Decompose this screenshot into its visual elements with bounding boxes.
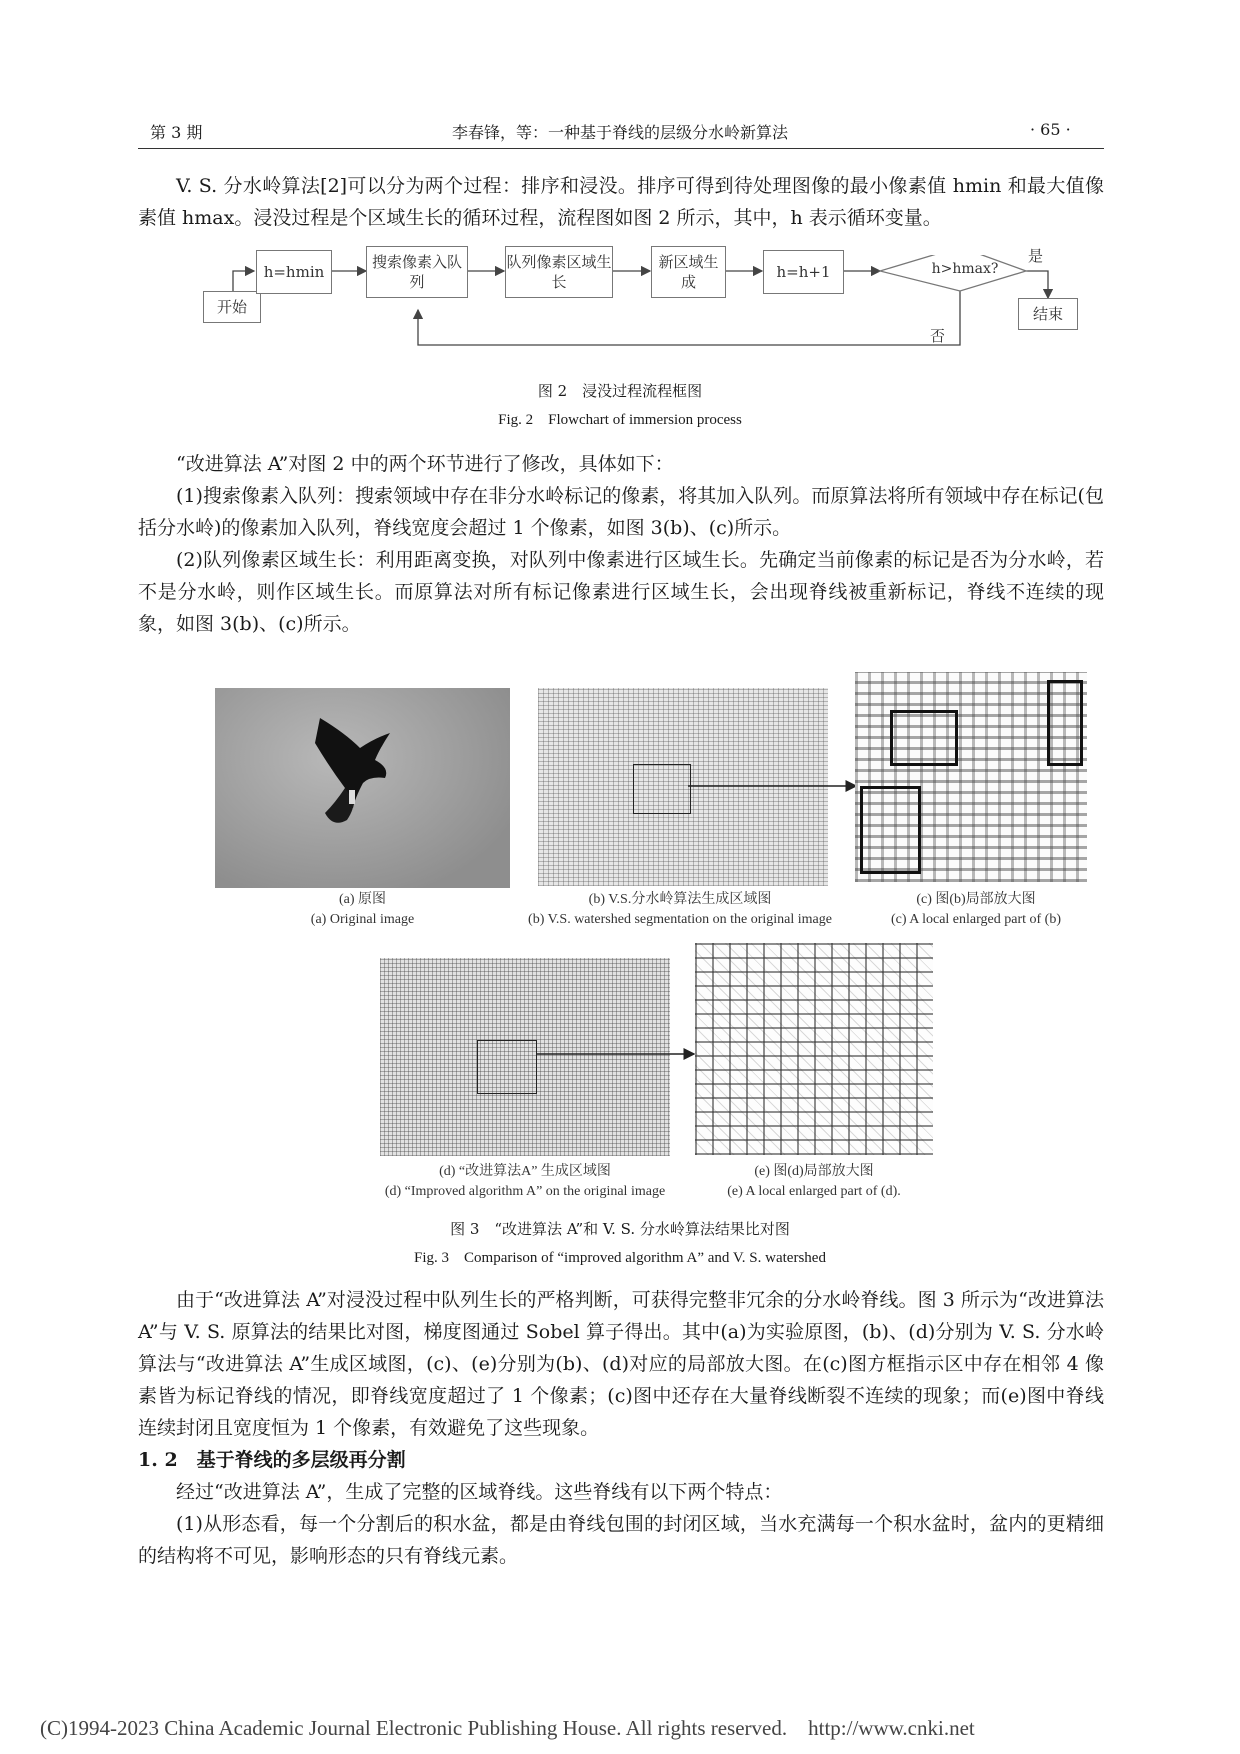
flow-search-queue: 搜索像素入队列	[366, 246, 468, 298]
fig3c-label-zh: (c) 图(b)局部放大图	[916, 892, 1036, 907]
fig3e-enlarged-image	[695, 943, 933, 1155]
fig3d-label-en: (d) “Improved algorithm A” on the original image	[384, 1184, 666, 1199]
flowchart-figure	[0, 247, 1240, 375]
fig3c-highlight-box	[860, 786, 921, 874]
fig3e-label-zh: (e) 图(d)局部放大图	[754, 1164, 874, 1179]
page-number: · 65 ·	[1030, 120, 1071, 139]
flow-region-growth: 队列像素区域生长	[505, 246, 613, 298]
fig3b-label-en: (b) V.S. watershed segmentation on the original image	[528, 912, 832, 927]
section-heading: 1. 2 基于脊线的多层级再分割	[138, 1449, 406, 1471]
flow-no-label: 否	[930, 327, 946, 345]
journal-issue: 第 3 期	[150, 123, 203, 142]
fig3d-zoom-box	[477, 1040, 537, 1094]
fig3c-enlarged-image	[855, 672, 1087, 882]
header-rule	[138, 148, 1104, 149]
flow-increment: h=h+1	[763, 250, 844, 294]
body-paragraph: 经过“改进算法 A”，生成了完整的区域脊线。这些脊线有以下两个特点：	[176, 1481, 783, 1503]
fig3b-zoom-box	[633, 764, 691, 814]
fig3d-label-zh: (d) “改进算法A” 生成区域图	[439, 1164, 611, 1179]
fig3d-arrow	[534, 1048, 704, 1068]
fig3b-arrow	[686, 780, 866, 800]
running-title: 李春锋，等：一种基于脊线的层级分水岭新算法	[451, 123, 788, 142]
fig3a-original-image	[215, 688, 510, 888]
body-paragraph: “改进算法 A”对图 2 中的两个环节进行了修改，具体如下：	[176, 453, 674, 475]
body-paragraph: (2)队列像素区域生长：利用距离变换，对队列中像素进行区域生长。先确定当前像素的标记是否为分水岭，若不是分水岭，则作区域生长。而原算法对所有标记像素进行区域生长，会出现脊线被重新标记，脊线不连续的现象，如图 3(b)、(c)所示。	[138, 549, 1104, 635]
fig3a-label-en: (a) Original image	[310, 912, 415, 927]
body-paragraph: 由于“改进算法 A”对浸没过程中队列生长的严格判断，可获得完整非冗余的分水岭脊线。图 3 所示为“改进算法 A”与 V. S. 原算法的结果比对图，梯度图通过 Sobel 算子得出。其中(a)为实验原图，(b)、(d)分别为 V. S. 分水岭算法与“改进算法 A”生成区域图，(c)、(e)分别为(b)、(d)对应的局部放大图。在(c)图方框指示区中存在相邻 4 像素皆为标记脊线的情况，即脊线宽度超过了 1 个像素；(c)图中还存在大量脊线断裂不连续的现象；而(e)图中脊线连续封闭且宽度恒为 1 个像素，有效避免了这些现象。	[138, 1289, 1104, 1439]
flow-start: 开始	[203, 291, 261, 323]
body-paragraph: (1)搜索像素入队列：搜索领域中存在非分水岭标记的像素，将其加入队列。而原算法将所有领域中存在标记(包括分水岭)的像素加入队列，脊线宽度会超过 1 个像素，如图 3(b)、(c)所示。	[138, 485, 1104, 539]
flow-init: h=hmin	[256, 250, 332, 294]
flow-new-region: 新区域生成	[651, 246, 726, 298]
fig3-caption-zh: 图 3 “改进算法 A”和 V. S. 分水岭算法结果比对图	[450, 1220, 790, 1238]
body-paragraph: (1)从形态看，每一个分割后的积水盆，都是由脊线包围的封闭区域，当水充满每一个积水盆时，盆内的更精细的结构将不可见，影响形态的只有脊线元素。	[138, 1513, 1104, 1567]
flow-yes-label: 是	[1028, 247, 1044, 265]
intro-paragraph: V. S. 分水岭算法[2]可以分为两个过程：排序和浸没。排序可得到待处理图像的最小像素值 hmin 和最大值像素值 hmax。浸没过程是个区域生长的循环过程，流程图如图 2 所示，其中，h 表示循环变量。	[138, 175, 1104, 229]
fig2-caption-en: Fig. 2 Flowchart of immersion process	[498, 412, 742, 428]
flow-decision-label: h>hmax?	[931, 261, 999, 277]
fig3c-highlight-box	[890, 710, 958, 766]
fig3-caption-en: Fig. 3 Comparison of “improved algorithm A” and V. S. watershed	[414, 1250, 826, 1266]
flow-end: 结束	[1018, 298, 1078, 330]
fig3b-label-zh: (b) V.S.分水岭算法生成区域图	[588, 892, 772, 907]
copyright-footer: (C)1994-2023 China Academic Journal Electronic Publishing House. All rights reserved. http://www.cnki.net	[40, 1716, 975, 1740]
eagle-silhouette	[215, 688, 510, 888]
fig3e-label-en: (e) A local enlarged part of (d).	[727, 1184, 901, 1199]
fig3c-label-en: (c) A local enlarged part of (b)	[890, 912, 1061, 927]
fig3a-label-zh: (a) 原图	[338, 892, 387, 907]
fig3c-highlight-box	[1047, 680, 1083, 766]
fig2-caption-zh: 图 2 浸没过程流程框图	[537, 382, 703, 400]
